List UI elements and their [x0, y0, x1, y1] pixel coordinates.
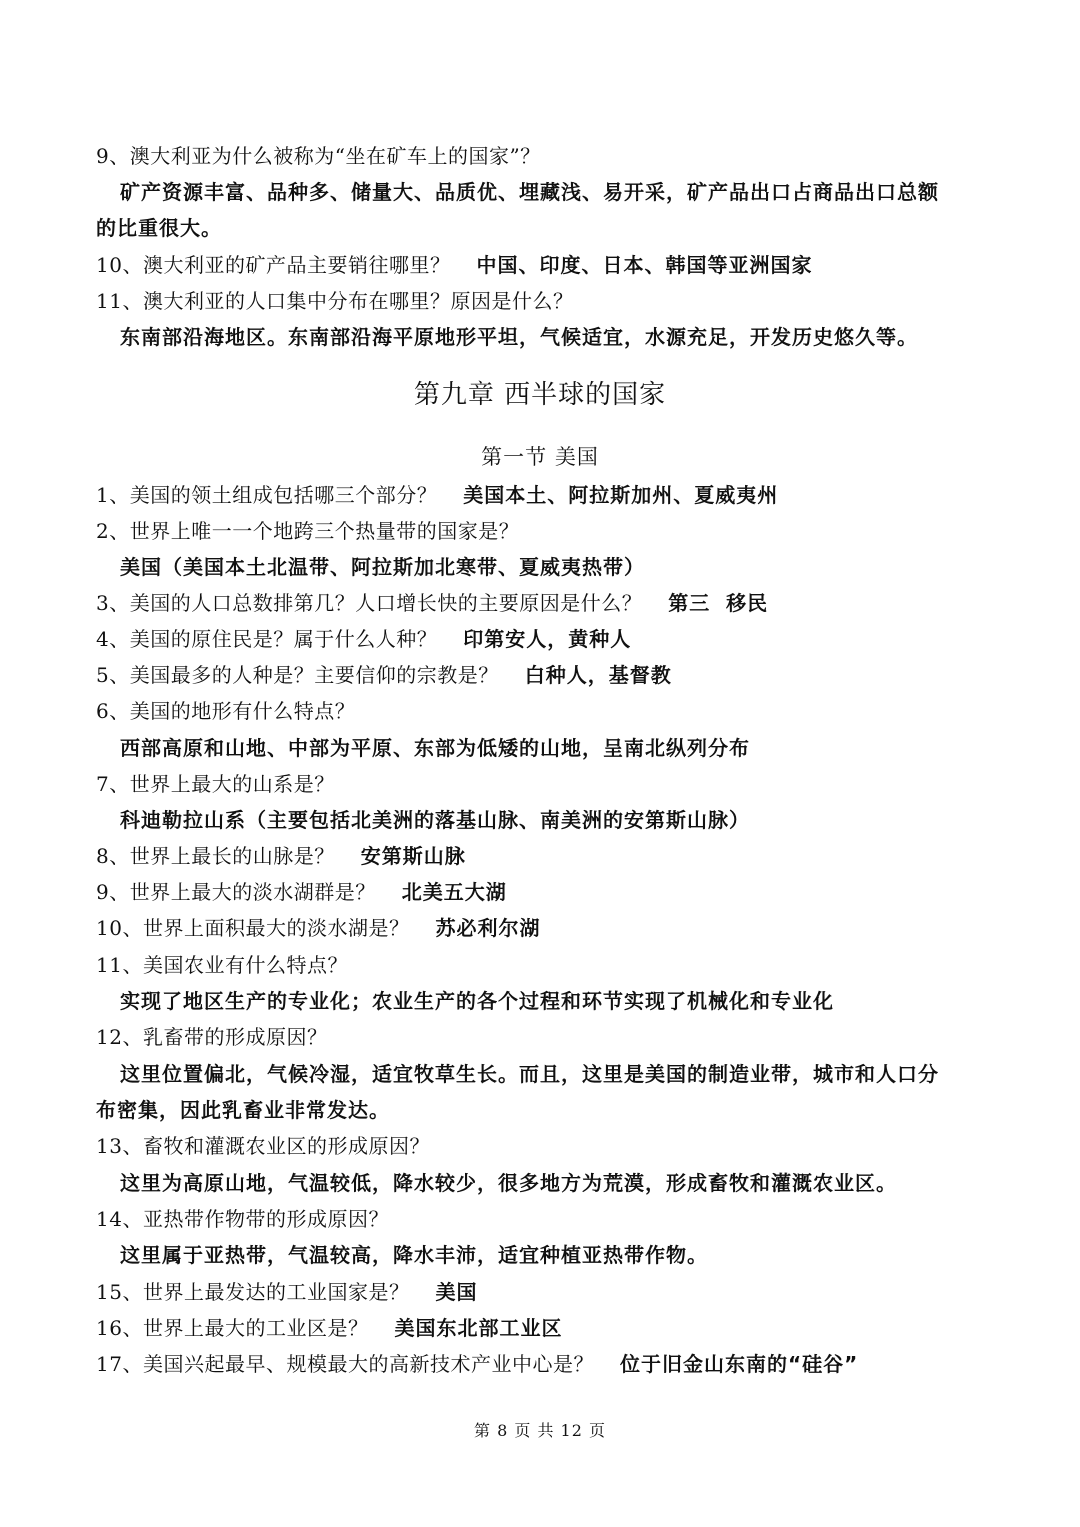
- question-text: 9、世界上最大的淡水湖群是？: [96, 880, 376, 904]
- question-3-usa: [96, 587, 768, 616]
- question-text: 1、美国的领土组成包括哪三个部分？: [96, 483, 438, 507]
- question-text: 16、世界上最大的工业区是？: [96, 1316, 369, 1340]
- question-8-usa: [96, 840, 466, 869]
- question-11-australia: [96, 285, 573, 314]
- answer-9-line1: 矿产资源丰富、品种多、储量大、品质优、埋藏浅、易开采，矿产品出口占商品出口总额: [120, 180, 939, 204]
- question-text: 11、澳大利亚的人口集中分布在哪里？原因是什么？: [96, 289, 574, 313]
- answer-14: 这里属于亚热带，气温较高，降水丰沛，适宜种植亚热带作物。: [120, 1243, 708, 1267]
- question-11-usa: [96, 949, 348, 978]
- question-15-usa: [96, 1276, 477, 1305]
- question-9-australia: [96, 140, 541, 169]
- answer-2: 美国（美国本土北温带、阿拉斯加北寒带、夏威夷热带）: [120, 555, 645, 579]
- question-text: 15、世界上最发达的工业国家是？: [96, 1280, 410, 1304]
- question-text: 11、美国农业有什么特点？: [96, 953, 348, 977]
- answer-7: 科迪勒拉山系（主要包括北美洲的落基山脉、南美洲的安第斯山脉）: [120, 808, 750, 832]
- answer-text: 苏必利尔湖: [435, 916, 541, 940]
- question-9-usa: [96, 876, 507, 905]
- answer-11-usa: 实现了地区生产的专业化；农业生产的各个过程和环节实现了机械化和专业化: [120, 989, 834, 1013]
- question-text: 3、美国的人口总数排第几？人口增长快的主要原因是什么？: [96, 591, 643, 615]
- answer-13: 这里为高原山地，气温较低，降水较少，很多地方为荒漠，形成畜牧和灌溉农业区。: [120, 1171, 897, 1195]
- answer-6: 西部高原和山地、中部为平原、东部为低矮的山地，呈南北纵列分布: [120, 736, 750, 760]
- answer-text: 印第安人，黄种人: [463, 627, 632, 651]
- answer-text: 白种人，基督教: [524, 663, 672, 687]
- answer-12-line2: 布密集，因此乳畜业非常发达。: [96, 1098, 390, 1122]
- question-13-usa: [96, 1130, 430, 1159]
- question-text: 4、美国的原住民是？属于什么人种？: [96, 627, 438, 651]
- question-7-usa: [96, 768, 335, 797]
- question-16-usa: [96, 1312, 562, 1341]
- answer-9-line2: 的比重很大。: [96, 216, 222, 240]
- answer-text: 美国本土、阿拉斯加州、夏威夷州: [463, 483, 779, 507]
- question-5-usa: [96, 659, 672, 688]
- answer-text: 美国: [435, 1280, 478, 1304]
- answer-text: 美国东北部工业区: [394, 1316, 563, 1340]
- answer-text: 中国、印度、日本、韩国等亚洲国家: [476, 253, 813, 277]
- question-text: 14、亚热带作物带的形成原因？: [96, 1207, 389, 1231]
- answer-text: 北美五大湖: [401, 880, 507, 904]
- question-text: 8、世界上最长的山脉是？: [96, 844, 335, 868]
- question-17-usa: [96, 1348, 858, 1377]
- question-text: 7、世界上最大的山系是？: [96, 772, 335, 796]
- answer-12-line1: 这里位置偏北，气候冷湿，适宜牧草生长。而且，这里是美国的制造业带，城市和人口分: [120, 1062, 939, 1086]
- answer-text: 安第斯山脉: [360, 844, 466, 868]
- question-10-australia: [96, 249, 812, 278]
- question-text: 12、乳畜带的形成原因？: [96, 1025, 328, 1049]
- question-text: 13、畜牧和灌溉农业区的形成原因？: [96, 1134, 430, 1158]
- question-text: 17、美国兴起最早、规模最大的高新技术产业中心是？: [96, 1352, 594, 1376]
- question-10-usa: [96, 912, 540, 941]
- question-text: 5、美国最多的人种是？主要信仰的宗教是？: [96, 663, 499, 687]
- answer-text: 位于旧金山东南的“硅谷”: [619, 1352, 859, 1376]
- answer-11: 东南部沿海地区。东南部沿海平原地形平坦，气候适宜，水源充足，开发历史悠久等。: [120, 325, 918, 349]
- question-text: 10、世界上面积最大的淡水湖是？: [96, 916, 410, 940]
- chapter-title: 第九章 西半球的国家: [413, 380, 667, 410]
- question-text: 6、美国的地形有什么特点？: [96, 699, 356, 723]
- question-text: 10、澳大利亚的矿产品主要销往哪里？: [96, 253, 451, 277]
- page-number-footer: 第 8 页 共 12 页: [474, 1421, 606, 1440]
- question-4-usa: [96, 623, 631, 652]
- question-text: 2、世界上唯一一个地跨三个热量带的国家是？: [96, 519, 520, 543]
- question-12-usa: [96, 1021, 327, 1050]
- answer-text: 第三 移民: [668, 591, 769, 615]
- question-6-usa: [96, 695, 355, 724]
- question-text: 9、澳大利亚为什么被称为“坐在矿车上的国家”？: [96, 144, 541, 168]
- section-title: 第一节 美国: [481, 445, 599, 469]
- question-1-usa: [96, 479, 778, 508]
- question-14-usa: [96, 1203, 389, 1232]
- question-2-usa: [96, 515, 519, 544]
